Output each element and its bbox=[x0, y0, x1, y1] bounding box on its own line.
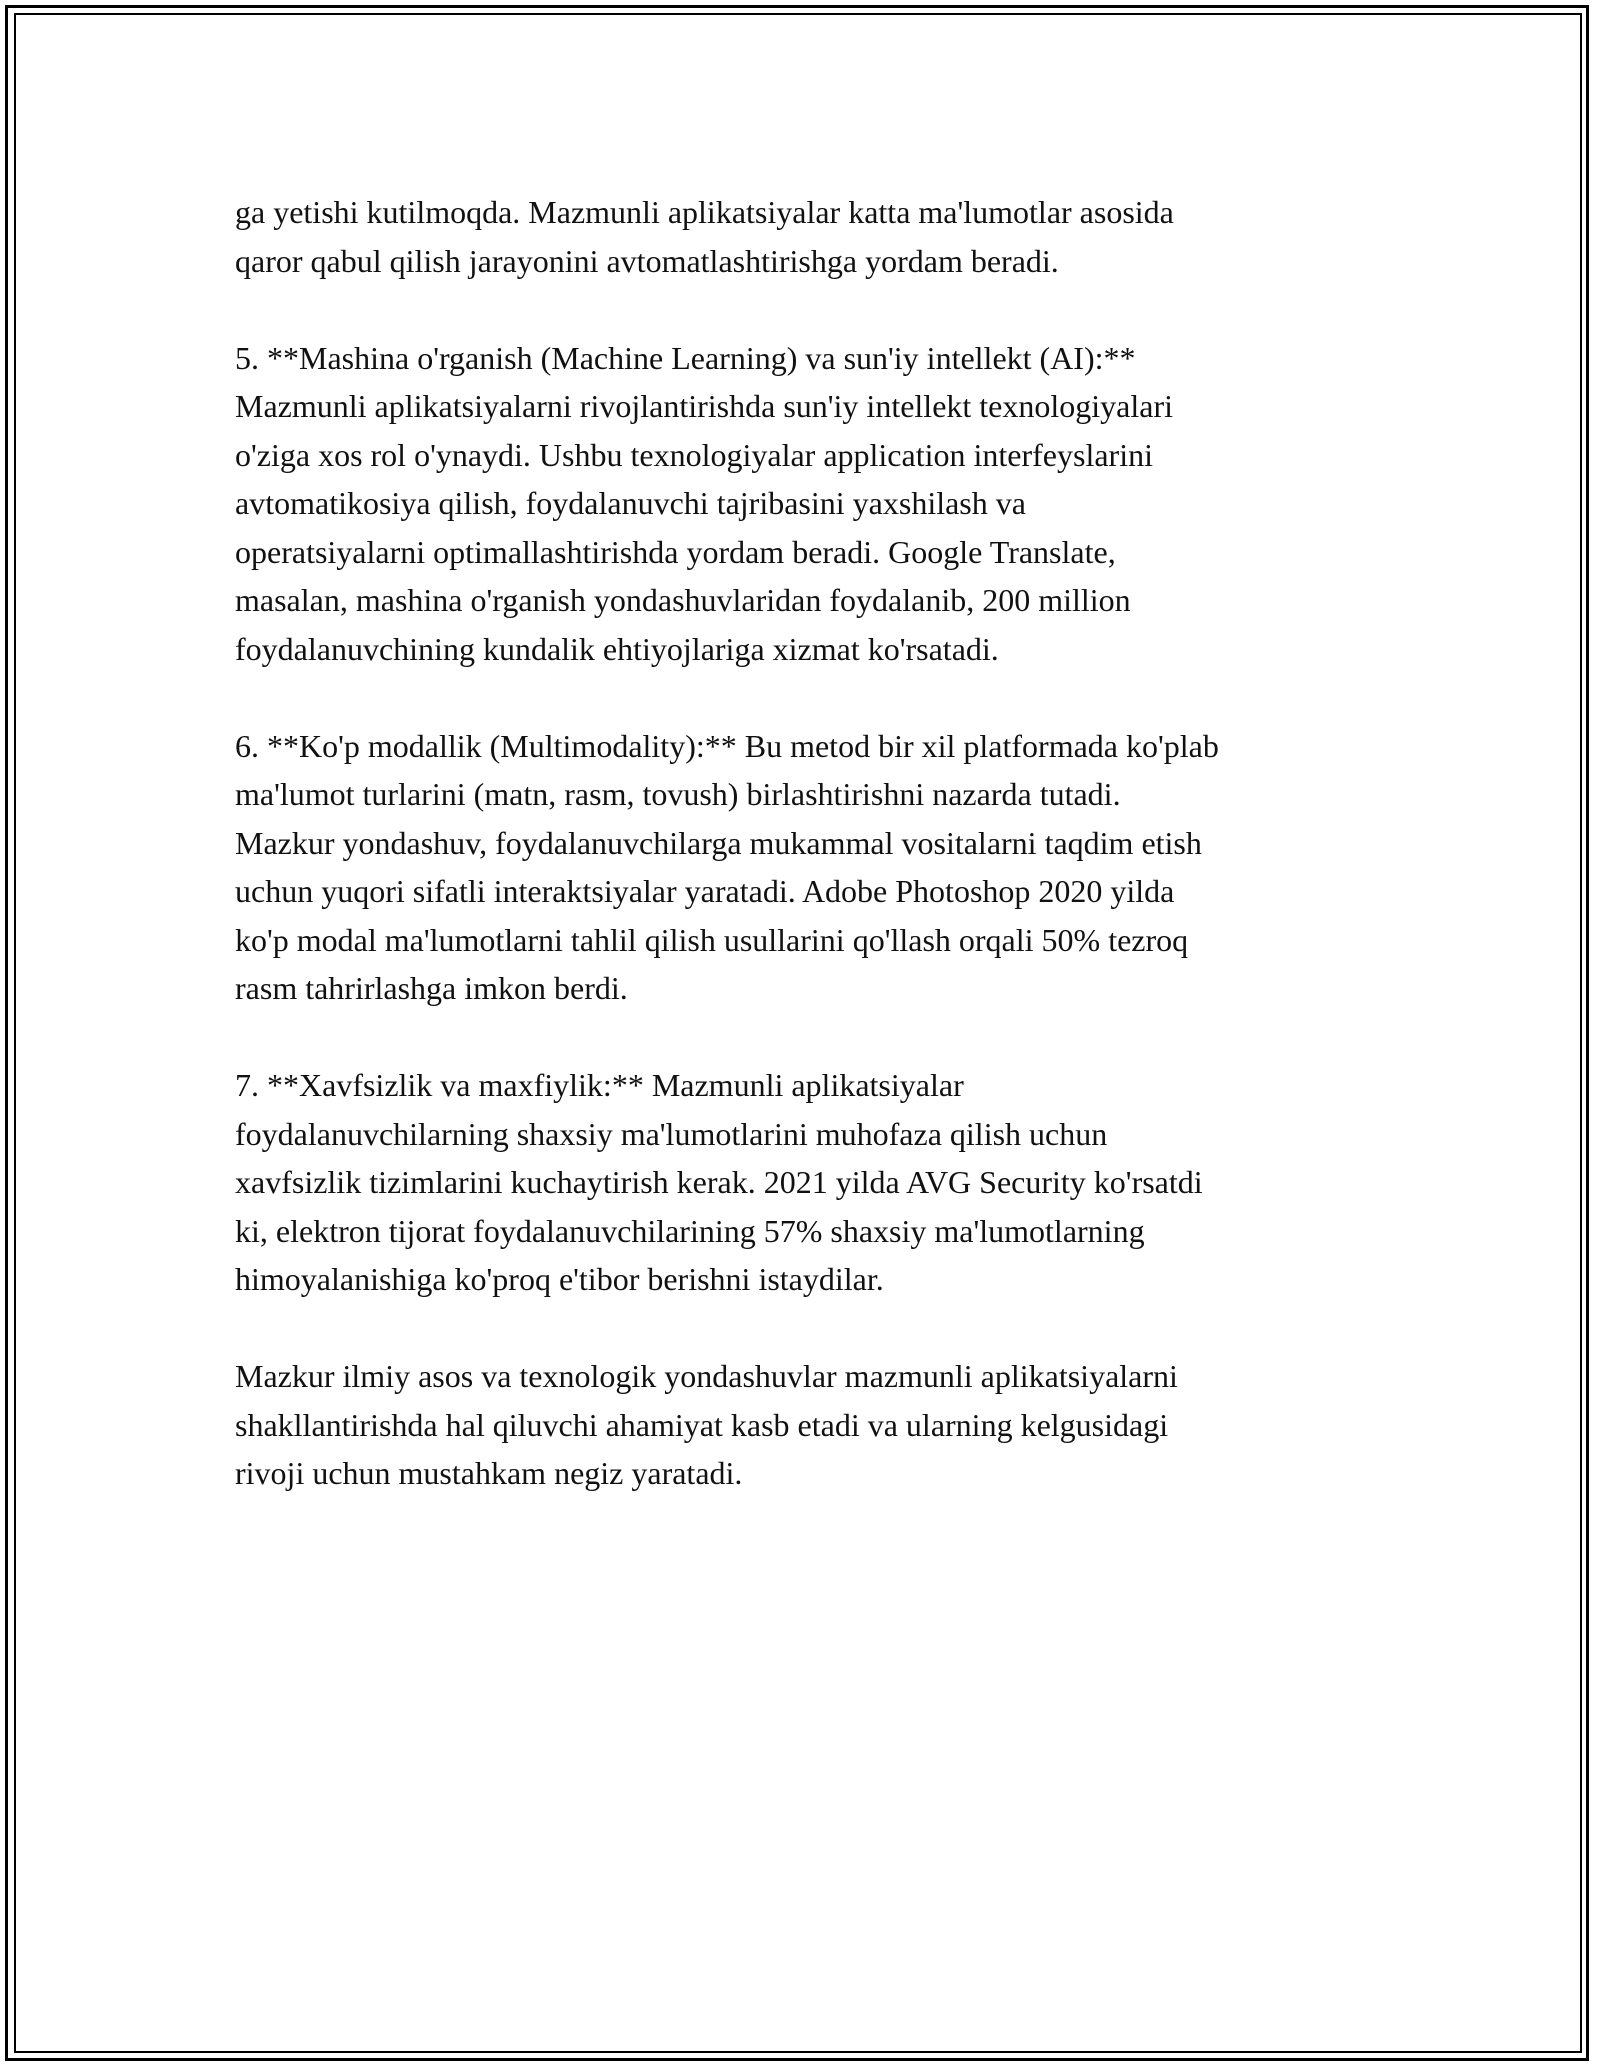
paragraph-item-6-multimodality: 6. **Ko'p modallik (Multimodality):** Bu metod bir xil platformada ko'plab ma'lumot turlarini (matn, rasm, tovush) birlashtirishni nazarda tutadi. Mazkur yondashuv, foydalanuvchilarga mukammal vositalarni taqdim etish uchun yuqori sifatli interaktsiyalar yaratadi. Adobe Photoshop 2020 yilda ko'p modal ma'lumotlarni tahlil qilish usullarini qo'llash orqali 50% tezroq rasm tahrirlashga imkon berdi. bbox=[235, 727, 1219, 1006]
paragraph-intro-continuation: ga yetishi kutilmoqda. Mazmunli aplikatsiyalar katta ma'lumotlar asosida qaror qabul qilish jarayonini avtomatlashtirishga yordam beradi. bbox=[235, 194, 1174, 279]
document-body bbox=[235, 188, 1385, 1498]
paragraph-conclusion: Mazkur ilmiy asos va texnologik yondashuvlar mazmunli aplikatsiyalarni shakllantirishda hal qiluvchi ahamiyat kasb etadi va ularning kelgusidagi rivoji uchun mustahkam negiz yaratadi. bbox=[235, 1358, 1178, 1491]
paragraph-item-7-security: 7. **Xavfsizlik va maxfiylik:** Mazmunli aplikatsiyalar foydalanuvchilarning shaxsiy ma'lumotlarini muhofaza qilish uchun xavfsizlik tizimlarini kuchaytirish kerak. 2021 yilda AVG Security ko'rsatdi ki, elektron tijorat foydalanuvchilarining 57% shaxsiy ma'lumotlarning himoyalanishiga ko'proq e'tibor berishni istaydilar. bbox=[235, 1067, 1203, 1297]
paragraph-item-5-machine-learning: 5. **Mashina o'rganish (Machine Learning) va sun'iy intellekt (AI):** Mazmunli aplikatsiyalarni rivojlantirishda sun'iy intellekt texnologiyalari o'ziga xos rol o'ynaydi. Ushbu texnologiyalar application interfeyslarini avtomatikosiya qilish, foydalanuvchi tajribasini yaxshilash va operatsiyalarni optimallashtirishda yordam beradi. Google Translate, masalan, mashina o'rganish yondashuvlaridan foydalanib, 200 million foydalanuvchining kundalik ehtiyojlariga xizmat ko'rsatadi. bbox=[235, 339, 1173, 667]
